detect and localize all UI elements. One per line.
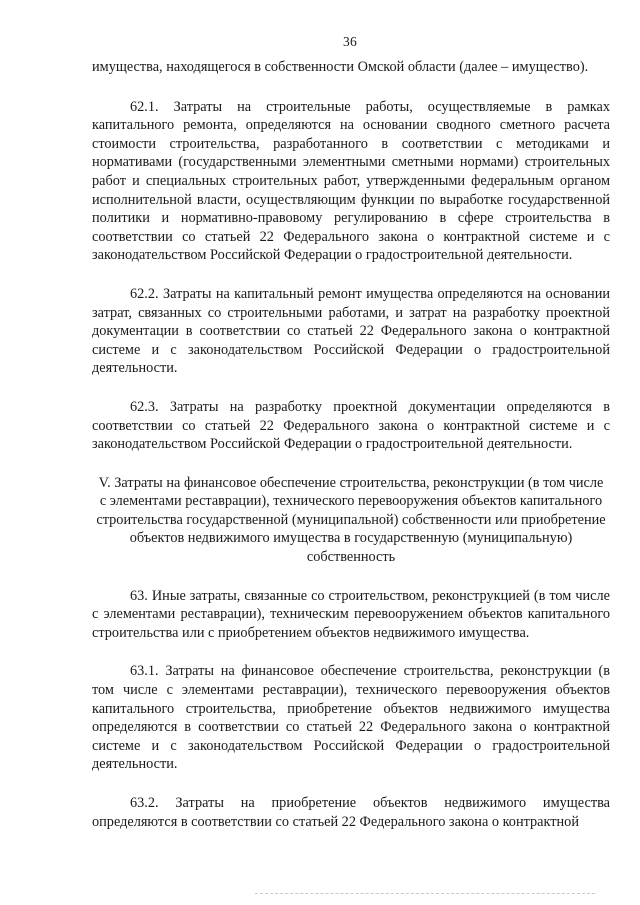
- paragraph-63: 63. Иные затраты, связанные со строительством, реконструкцией (в том числе с элементами реставрации), техническим перевооружением объектов капитального строительства или с приобретением объектов недвижимого имущества.: [92, 587, 610, 641]
- paragraph-63-2: 63.2. Затраты на приобретение объектов недвижимого имущества определяются в соответствии со статьей 22 Федерального закона о контрактной: [92, 795, 610, 830]
- section-heading: V. Затраты на финансовое обеспечение строительства, реконструкции (в том числе с элементами реставрации), технического перевооружения объектов капитального строительства государственной (муниципальной) собственности или приобретение объектов недвижимого имущества в государственную (муниципальную) собственность: [96, 474, 606, 566]
- document-body: [92, 58, 610, 831]
- paragraph-62-3: 62.3. Затраты на разработку проектной документации определяются в соответствии со статьей 22 Федерального закона о контрактной системе и с законодательством Российской Федерации о градостроительной деятельности.: [92, 398, 610, 453]
- footer-scan-artifact: [255, 893, 595, 894]
- paragraph-63-1: 63.1. Затраты на финансовое обеспечение строительства, реконструкции (в том числе с элементами реставрации), технического перевооружения объектов капитального строительства, приобретение объектов недвижимого имущества определяются в соответствии со статьей 22 Федерального закона о контрактной системе и с законодательством Российской Федерации о градостроительной деятельности.: [92, 663, 610, 773]
- paragraph-62-1: 62.1. Затраты на строительные работы, осуществляемые в рамках капитального ремонта, определяются на основании сводного сметного расчета стоимости строительства, разработанного в соответствии с методиками и нормативами (государственными элементными сметными нормами) строительных работ и специальных строительных работ, утвержденными федеральным органом исполнительной власти, осуществляющим функции по выработке государственной политики и нормативно-правовому регулированию в сфере строительства в соответствии со статьей 22 Федерального закона о контрактной системе и с законодательством Российской Федерации о градостроительной деятельности.: [92, 98, 610, 264]
- intro-paragraph: имущества, находящегося в собственности Омской области (далее – имущество).: [92, 59, 589, 75]
- paragraph-62-2: 62.2. Затраты на капитальный ремонт имущества определяются на основании затрат, связанных со строительными работами, и затрат на разработку проектной документации в соответствии со статьей 22 Федерального закона о контрактной системе и с законодательством Российской Федерации о градостроительной деятельности.: [92, 285, 610, 377]
- page-number: 36: [343, 34, 357, 49]
